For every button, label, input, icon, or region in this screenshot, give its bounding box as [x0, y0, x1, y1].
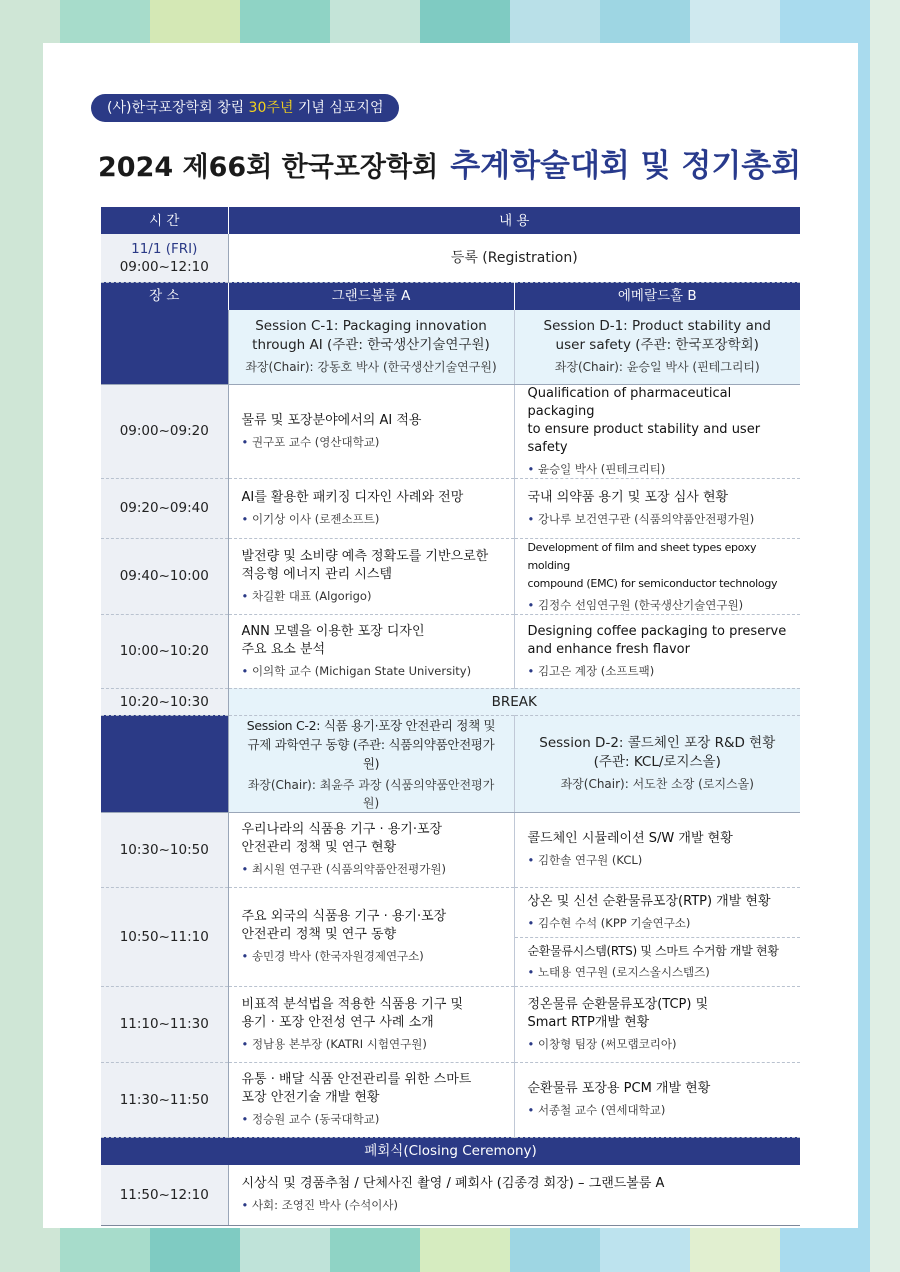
talk-title: 순환물류 포장용 PCM 개발 현황 — [527, 1081, 711, 1096]
talk-row — [101, 986, 800, 1062]
closing-time: 11:50~12:10 — [101, 1165, 228, 1225]
place-header-row — [101, 282, 800, 310]
talk-time: 09:20~09:40 — [101, 478, 228, 538]
session-c2-title-2: 규제 과학연구 동향 (주관: 식품의약품안전평가원) — [247, 736, 495, 771]
talk-title: 국내 의약품 용기 및 포장 심사 현황 — [527, 489, 729, 505]
session-c2-chair: 좌장(Chair): 최윤주 과장 (식품의약품안전평가원) — [247, 777, 495, 810]
talk-title-2: 안전관리 정책 및 연구 동향 — [241, 927, 397, 942]
talk-row — [101, 538, 800, 614]
talk-time: 10:30~10:50 — [101, 812, 228, 887]
talk-title: Qualification of pharmaceutical packaging — [527, 385, 732, 419]
badge-prefix: (사)한국포장학회 창립 — [107, 100, 249, 116]
session-d2-chair: 좌장(Chair): 서도찬 소장 (로지스올) — [560, 777, 754, 791]
talk-speaker: • 차길환 대표 (Algorigo) — [242, 587, 501, 605]
talk-row — [101, 478, 800, 538]
session-c1-chair: 좌장(Chair): 강동호 박사 (한국생산기술연구원) — [245, 360, 497, 374]
talk-a — [228, 1062, 514, 1137]
closing-row — [101, 1165, 800, 1225]
talk-b — [514, 986, 800, 1062]
talk-title: Development of film and sheet types epoxy molding — [527, 540, 757, 572]
session-row-1 — [101, 310, 800, 385]
talk-speaker: • 정남용 본부장 (KATRI 시험연구원) — [242, 1035, 501, 1053]
talk-speaker: • 정승원 교수 (동국대학교) — [242, 1110, 501, 1128]
talk-b — [514, 614, 800, 688]
talk-row — [101, 614, 800, 688]
talk-b — [514, 1062, 800, 1137]
title-accent: 추계학술대회 및 정기총회 — [450, 148, 802, 184]
talk-title: 콜드체인 시뮬레이션 S/W 개발 현황 — [527, 831, 733, 846]
talk-title: 유통 · 배달 식품 안전관리를 위한 스마트 — [241, 1072, 472, 1087]
session-d1-title-1: Session D-1: Product stability and — [543, 318, 771, 334]
page-title — [98, 140, 801, 185]
break-row — [101, 688, 800, 715]
talk-title-2: 용기 · 포장 안전성 연구 사례 소개 — [241, 1014, 434, 1030]
talk-b — [514, 384, 800, 478]
session-d2-title-1: Session D-2: 콜드체인 포장 R&D 현황 — [539, 735, 776, 751]
session-time-blank — [101, 715, 228, 812]
talk-title: 우리나라의 식품용 기구 · 용기·포장 — [241, 822, 443, 837]
closing-header: 폐회식(Closing Ceremony) — [101, 1137, 800, 1165]
talk-row — [101, 1062, 800, 1137]
title-main: 2024 제66회 한국포장학회 — [98, 152, 439, 183]
talk-speaker: • 권구포 교수 (영산대학교) — [242, 433, 501, 451]
talk-b — [514, 538, 800, 614]
talk-title-2: Smart RTP개발 현황 — [527, 1014, 650, 1030]
talk-speaker: • 이기상 이사 (로젠소프트) — [242, 510, 501, 528]
talk-speaker: • 이창형 팀장 (써모랩코리아) — [528, 1035, 788, 1053]
talk-title: ANN 모델을 이용한 포장 디자인 — [241, 623, 425, 639]
header-room-a: 그랜드볼룸 A — [228, 282, 514, 310]
talk-speaker: • 최시원 연구관 (식품의약품안전평가원) — [242, 860, 501, 878]
badge-highlight: 30주년 — [248, 100, 294, 116]
registration-row — [101, 234, 800, 282]
closing-header-row — [101, 1137, 800, 1165]
talk-title: 물류 및 포장분야에서의 AI 적용 — [241, 412, 422, 428]
talk-speaker: • 김정수 선임연구원 (한국생산기술연구원) — [528, 596, 788, 614]
talk-b — [514, 937, 800, 986]
talk-title-2: compound (EMC) for semiconductor technology — [527, 576, 778, 590]
session-row-2 — [101, 715, 800, 812]
talk-title-2: 포장 안전기술 개발 현황 — [241, 1090, 380, 1105]
talk-row — [101, 887, 800, 937]
talk-a — [228, 986, 514, 1062]
break-label: BREAK — [228, 688, 800, 715]
talk-title: 비표적 분석법을 적용한 식품용 기구 및 — [241, 996, 464, 1012]
registration-label: 등록 (Registration) — [228, 234, 800, 282]
badge-suffix: 기념 심포지엄 — [293, 100, 384, 116]
talk-a — [228, 812, 514, 887]
talk-time: 10:00~10:20 — [101, 614, 228, 688]
registration-time — [101, 234, 228, 282]
talk-speaker: • 윤승일 박사 (핀테크리티) — [528, 460, 788, 478]
talk-speaker: • 김한솔 연구원 (KCL) — [528, 851, 788, 869]
closing-title: 시상식 및 경품추첨 / 단체사진 촬영 / 폐회사 (김종경 회장) – 그랜드볼룸 A — [241, 1176, 665, 1192]
talk-title-2: and enhance fresh flavor — [527, 641, 690, 657]
talk-speaker: • 노태용 연구원 (로지스올시스템즈) — [528, 963, 788, 981]
session-d2 — [514, 715, 800, 812]
talk-title: 주요 외국의 식품용 기구 · 용기·포장 — [241, 909, 447, 924]
talk-a — [228, 538, 514, 614]
talk-time: 11:10~11:30 — [101, 986, 228, 1062]
session-c1-title-2: through AI (주관: 한국생산기술연구원) — [252, 337, 490, 353]
talk-time: 09:40~10:00 — [101, 538, 228, 614]
header-place: 장 소 — [101, 282, 228, 310]
header-room-b: 에메랄드홀 B — [514, 282, 800, 310]
talk-a — [228, 887, 514, 986]
closing-content — [228, 1165, 800, 1225]
talk-title: 발전량 및 소비량 예측 정확도를 기반으로한 — [241, 548, 489, 564]
talk-b — [514, 478, 800, 538]
session-c2-title-1: Session C-2: 식품 용기·포장 안전관리 정책 및 — [246, 717, 496, 733]
session-d1 — [514, 310, 800, 385]
talk-row — [101, 384, 800, 478]
anniversary-badge — [91, 94, 399, 122]
talk-b — [514, 812, 800, 887]
talk-speaker: • 이의학 교수 (Michigan State University) — [242, 662, 501, 680]
session-d2-title-2: (주관: KCL/로지스올) — [593, 754, 721, 770]
talk-title-2: 주요 요소 분석 — [241, 641, 326, 657]
session-c2 — [228, 715, 514, 812]
session-d1-chair: 좌장(Chair): 윤승일 박사 (핀테그리티) — [554, 360, 760, 374]
talk-row — [101, 812, 800, 887]
talk-time: 11:30~11:50 — [101, 1062, 228, 1137]
session-c1 — [228, 310, 514, 385]
session-c1-title-1: Session C-1: Packaging innovation — [255, 318, 487, 334]
talk-title: 정온물류 순환물류포장(TCP) 및 — [527, 996, 709, 1012]
talk-title: Designing coffee packaging to preserve — [527, 623, 787, 639]
talk-title-2: to ensure product stability and user safety — [527, 421, 761, 455]
talk-speaker: • 김고은 계장 (소프트팩) — [528, 662, 788, 680]
break-time: 10:20~10:30 — [101, 688, 228, 715]
talk-a — [228, 614, 514, 688]
header-content: 내 용 — [228, 207, 800, 234]
talk-time: 09:00~09:20 — [101, 384, 228, 478]
talk-title-2: 안전관리 정책 및 연구 현황 — [241, 840, 397, 855]
table-header-row — [101, 207, 800, 234]
schedule-table — [101, 207, 800, 1226]
talk-a — [228, 384, 514, 478]
header-time: 시 간 — [101, 207, 228, 234]
talk-b — [514, 887, 800, 937]
talk-title: 상온 및 신선 순환물류포장(RTP) 개발 현황 — [527, 893, 771, 909]
session-d1-title-2: user safety (주관: 한국포장학회) — [555, 337, 759, 353]
talk-a — [228, 478, 514, 538]
talk-speaker: • 서종철 교수 (연세대학교) — [528, 1101, 788, 1119]
talk-title-2: 적응형 에너지 관리 시스템 — [241, 566, 393, 582]
talk-title: AI를 활용한 패키징 디자인 사례와 전망 — [241, 489, 464, 505]
talk-speaker: • 강나루 보건연구관 (식품의약품안전평가원) — [528, 510, 788, 528]
registration-hours: 09:00~12:10 — [119, 258, 209, 275]
registration-date: 11/1 (FRI) — [131, 240, 198, 257]
talk-title: 순환물류시스템(RTS) 및 스마트 수거함 개발 현황 — [527, 944, 779, 958]
talk-time: 10:50~11:10 — [101, 887, 228, 986]
closing-host: • 사회: 조영진 박사 (수석이사) — [242, 1196, 788, 1214]
talk-speaker: • 김수현 수석 (KPP 기술연구소) — [528, 914, 788, 932]
talk-speaker: • 송민경 박사 (한국자원경제연구소) — [242, 947, 501, 965]
session-time-blank — [101, 310, 228, 385]
